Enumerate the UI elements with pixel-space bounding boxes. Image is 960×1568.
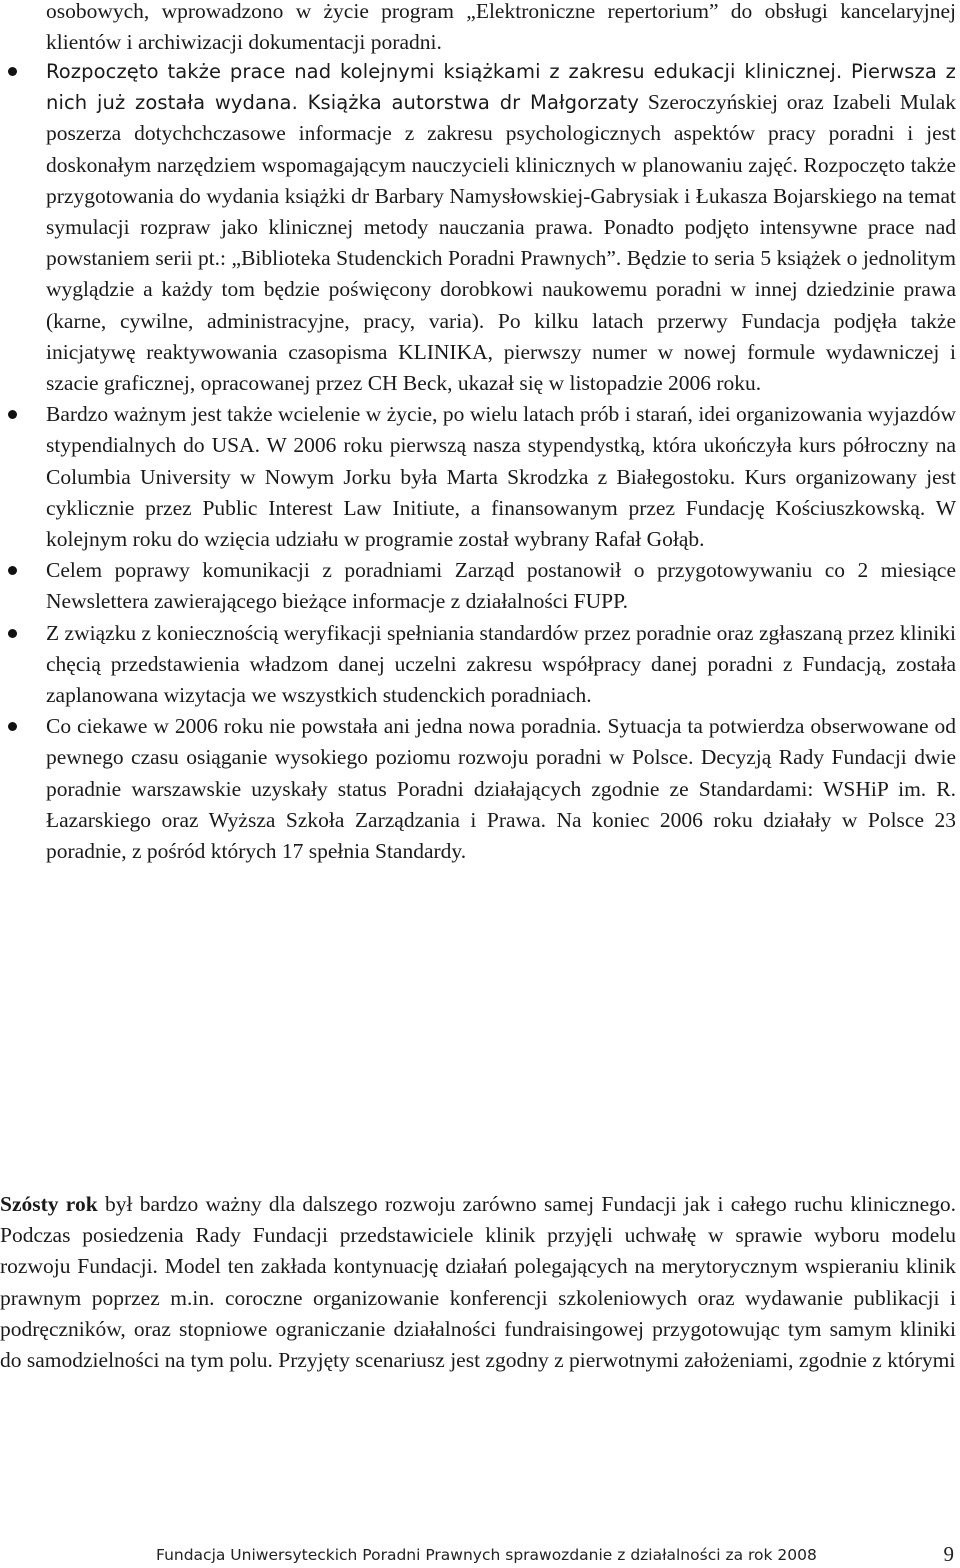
bullet-icon: [8, 629, 17, 638]
page-footer: [0, 1540, 960, 1568]
continuation-line: osobowych, wprowadzono w życie program „Elektroniczne repertorium” do obsługi kancelaryjnej klientów i archiwizacji dokumentacji poradni.: [46, 0, 956, 55]
bullet-icon: [8, 67, 17, 76]
page-number: 9: [943, 1542, 954, 1566]
list-item-sans-text: Rozpoczęto także prace nad kolejnymi książkami z zakresu edukacji klinicznej. Pierwsza z nich już została wydana. Książka autorstwa dr Małgorzaty: [46, 60, 956, 115]
paragraph-lead-bold: Szósty rok: [0, 1192, 98, 1216]
continuation-text: [46, 0, 956, 58]
list-item: [0, 618, 960, 712]
list-item-text: Szeroczyńskiej oraz Izabeli Mulak poszerza dotychchczasowe informacje z zakresu psychologicznych aspektów pracy poradni i jest doskonałym narzędziem wspomagającym nauczycieli klinicznych w planowaniu zajęć. Rozpoczęto także przygotowania do wydania książki dr Barbary Namysłowskiej-Gabrysiak i Łukasza Bojarskiego na temat symulacji rozpraw jako klinicznej metody nauczania prawa. Ponadto podjęto intensywne prace nad powstaniem serii pt.: „Biblioteka Studenckich Poradni Prawnych”. Będzie to seria 5 książek o jednolitym wyglądzie a każdy tom będzie poświęcony dorobkowi naukowemu poradni w innej dziedzinie prawa (karne, cywilne, administracyjne, pracy, varia). Po kilku latach przerwy Fundacja podjęła także inicjatywę reaktywowania czasopisma KLINIKA, pierwszy numer w nowej formule wydawniczej i szacie graficznej, opracowanej przez CH Beck, ukazał się w listopadzie 2006 roku.: [46, 90, 956, 396]
body-paragraph: [0, 1189, 956, 1376]
list-item-text: Celem poprawy komunikacji z poradniami Zarząd postanowił o przygotowywaniu co 2 miesiące Newslettera zawierającego bieżące informacje z działalności FUPP.: [46, 558, 956, 614]
list-item: [0, 555, 960, 617]
list-item-text: Co ciekawe w 2006 roku nie powstała ani jedna nowa poradnia. Sytuacja ta potwierdza obserwowane od pewnego czasu osiąganie wysokiego poziomu rozwoju poradni w Polsce. Decyzją Rady Fundacji dwie poradnie warszawskie uzyskały status Poradni działających zgodnie ze Standardami: WSHiP im. R. Łazarskiego oraz Wyższa Szkoła Zarządzania i Prawa. Na koniec 2006 roku działały w Polsce 23 poradnie, z pośród których 17 spełnia Standardy.: [46, 714, 956, 864]
bullet-list: [0, 56, 960, 867]
bullet-icon: [8, 722, 17, 731]
list-item-text: Bardzo ważnym jest także wcielenie w życie, po wielu latach prób i starań, idei organizowania wyjazdów stypendialnych do USA. W 2006 roku pierwszą nasza stypendystką, która ukończyła kurs półroczny na Columbia University w Nowym Jorku była Marta Skrodzka z Białegostoku. Kurs organizowany jest cyklicznie przez Public Interest Law Initiute, a finansowanym przez Fundację Kościuszkowską. W kolejnym roku do wzięcia udziału w programie został wybrany Rafał Gołąb.: [46, 402, 956, 552]
list-item-text: Z związku z koniecznością weryfikacji spełniania standardów przez poradnie oraz zgłaszaną przez kliniki chęcią przedstawienia władzom danej uczelni zakresu współpracy danej poradni z Fundacją, została zaplanowana wizytacja we wszystkich studenckich poradniach.: [46, 620, 956, 708]
list-item: [0, 56, 960, 399]
bullet-icon: [8, 566, 17, 575]
list-item: [0, 399, 960, 555]
footer-text: Fundacja Uniwersyteckich Poradni Prawnych sprawozdanie z działalności za rok 2008: [156, 1546, 817, 1564]
bullet-icon: [8, 410, 17, 419]
list-item: [0, 711, 960, 867]
paragraph-text: był bardzo ważny dla dalszego rozwoju zarówno samej Fundacji jak i całego ruchu klinicznego. Podczas posiedzenia Rady Fundacji przedstawiciele klinik przyjęli uchwałę w sprawie wyboru modelu rozwoju Fundacji. Model ten zakłada kontynuację działań polegających na merytorycznym wspieraniu klinik prawnym poprzez m.in. coroczne organizowanie konferencji szkoleniowych oraz wydawanie publikacji i podręczników, oraz stopniowe ograniczanie działalności fundraisingowej przygotowując tym samym kliniki do samodzielności na tym polu. Przyjęty scenariusz jest zgodny z pierwotnymi założeniami, zgodnie z którymi: [0, 1192, 956, 1373]
